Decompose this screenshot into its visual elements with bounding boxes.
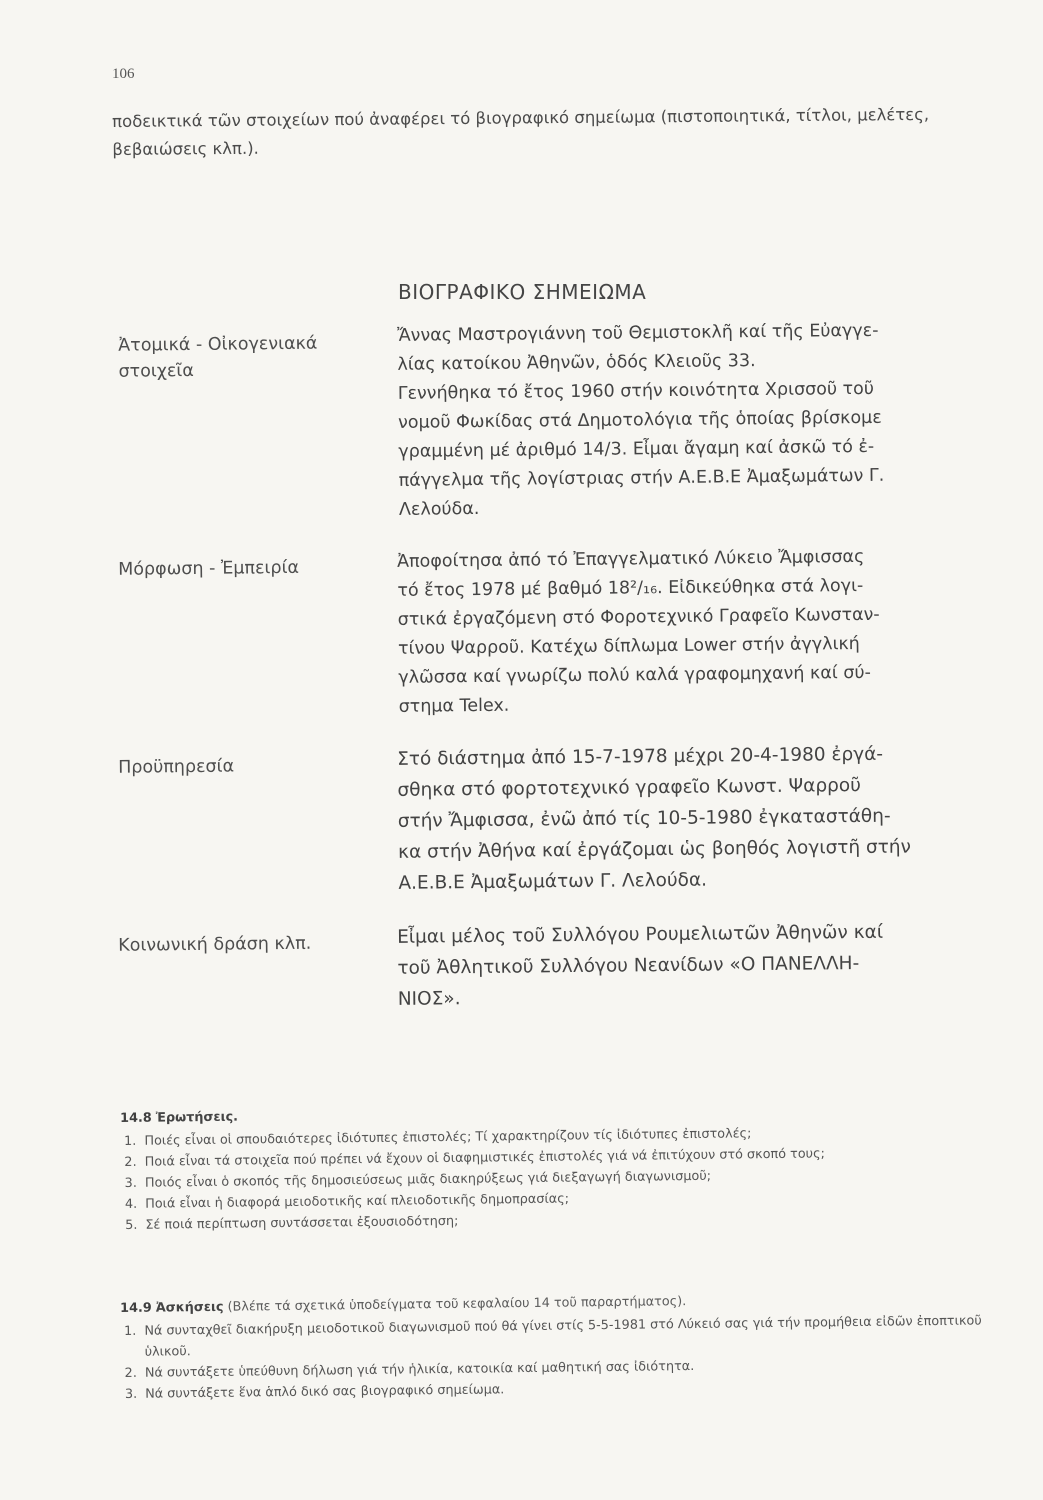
text-line: τοῦ Ἀθλητικοῦ Συλλόγου Νεανίδων «Ο ΠΑΝΕΛΛΗ- bbox=[397, 953, 860, 979]
questions-block bbox=[120, 1097, 991, 1236]
exercises-note: (Βλέπε τά σχετικά ὑποδείγματα τοῦ κεφαλαίου 14 τοῦ παραρτήματος). bbox=[227, 1294, 687, 1315]
text-line: νομοῦ Φωκίδας στά Δημοτολόγια τῆς ὁποίας βρίσκομε bbox=[397, 407, 882, 433]
questions-list bbox=[120, 1120, 991, 1236]
text-line: κα στήν Ἀθήνα καί ἐργάζομαι ὡς βοηθός λογιστῆ στήν bbox=[398, 836, 912, 863]
list-item: 3. Νά συντάξετε ἕνα ἁπλό δικό σας βιογραφικό σημείωμα. bbox=[141, 1373, 991, 1404]
text-line: σθηκα στό φορτοτεχνικό γραφεῖο Κωνστ. Ψαρροῦ bbox=[397, 774, 862, 801]
list-item: 4. Ποιά εἶναι ἡ διαφορά μειοδοτικῆς καί πλειοδοτικῆς δημοπρασίας; bbox=[141, 1183, 991, 1214]
list-item: 1. Ποιές εἶναι οἱ σπουδαιότερες ἰδιότυπες ἐπιστολές; Τί χαρακτηρίζουν τίς ἰδιότυπες ἐπιστολές; bbox=[140, 1120, 990, 1151]
exercises-number: 14.9 bbox=[120, 1300, 152, 1316]
section-label: Προϋπηρεσία bbox=[118, 756, 235, 778]
text-line: πάγγελμα τῆς λογίστριας στήν Α.Ε.Β.Ε Ἀμαξωμάτων Γ. bbox=[398, 465, 885, 491]
questions-number: 14.8 bbox=[120, 1110, 152, 1126]
text-line: τίνου Ψαρροῦ. Κατέχω δίπλωμα Lower στήν ἀγγλική bbox=[397, 634, 860, 659]
text-line: Ἀποφοίτησα ἀπό τό Ἐπαγγελματικό Λύκειο Ἄμφισσας bbox=[397, 546, 865, 572]
list-item: 1. Νά συνταχθεῖ διακήρυξη μειοδοτικοῦ διαγωνισμοῦ πού θά γίνει στίς 5-5-1981 στό Λύκειό σας γιά τήν προμήθεια εἰδῶν ἐποπτικοῦ ὑλικοῦ. bbox=[140, 1310, 990, 1362]
text-line: στικά ἐργαζόμενη στό Φοροτεχνικό Γραφεῖο Κωνσταν- bbox=[397, 604, 880, 630]
intro-paragraph: ποδεικτικά τῶν στοιχείων πού ἀναφέρει τό βιογραφικό σημείωμα (πιστοποιητικά, τίτλοι, μελέτες, βεβαιώσεις κλπ.). bbox=[112, 104, 930, 159]
cv-section-education bbox=[0, 541, 1043, 717]
text-line: Α.Ε.Β.Ε Ἀμαξωμάτων Γ. Λελούδα. bbox=[398, 869, 708, 894]
text-line: Στό διάστημα ἀπό 15-7-1978 μέχρι 20-4-1980 ἐργά- bbox=[397, 743, 884, 770]
cv-section-personal bbox=[0, 311, 1043, 520]
page-number: 106 bbox=[112, 66, 135, 82]
text-line: Λελούδα. bbox=[398, 498, 480, 520]
exercises-title: Ἀσκήσεις bbox=[155, 1299, 224, 1316]
text-line: γλῶσσα καί γνωρίζω πολύ καλά γραφομηχανή καί σύ- bbox=[398, 662, 871, 688]
section-text bbox=[397, 738, 979, 899]
list-item: 2. Νά συντάξετε ὑπεύθυνη δήλωση γιά τήν ἡλικία, κατοικία καί μαθητική σας ἰδιότητα. bbox=[141, 1352, 991, 1383]
list-item: 5. Σέ ποιά περίπτωση συντάσσεται ἐξουσιοδότηση; bbox=[141, 1204, 991, 1235]
section-text bbox=[397, 316, 979, 525]
text-line: γραμμένη μέ ἀριθμό 14/3. Εἶμαι ἄγαμη καί ἀσκῶ τό ἐ- bbox=[398, 436, 875, 462]
section-label: Μόρφωση - Ἐμπειρία bbox=[118, 557, 300, 580]
list-item: 2. Ποιά εἶναι τά στοιχεῖα πού πρέπει νά ἔχουν οἱ διαφημιστικές ἐπιστολές γιά νά ἐπιτύχουν στό σκοπό τους; bbox=[141, 1141, 991, 1172]
text-line: στημα Telex. bbox=[398, 695, 510, 717]
section-text bbox=[397, 542, 979, 722]
section-text bbox=[397, 916, 978, 1015]
text-line: λίας κατοίκου Ἀθηνῶν, ὁδός Κλειοῦς 33. bbox=[397, 351, 756, 375]
text-line: Γεννήθηκα τό ἔτος 1960 στήν κοινότητα Χρισσοῦ τοῦ bbox=[397, 378, 875, 404]
cv-title: ΒΙΟΓΡΑΦΙΚΟ ΣΗΜΕΙΩΜΑ bbox=[398, 280, 647, 304]
text-line: Ἄννας Μαστρογιάννη τοῦ Θεμιστοκλῆ καί τῆς Εὐαγγε- bbox=[397, 320, 879, 346]
list-item: 3. Ποιός εἶναι ὁ σκοπός τῆς δημοσιεύσεως μιᾶς διακηρύξεως γιά διεξαγωγή διαγωνισμοῦ; bbox=[141, 1162, 991, 1193]
section-label: Κοινωνική δράση κλπ. bbox=[118, 933, 312, 956]
text-line: στήν Ἄμφισσα, ἐνῶ ἀπό τίς 10-5-1980 ἐγκαταστάθη- bbox=[397, 805, 891, 832]
exercises-list bbox=[120, 1310, 991, 1405]
text-line: τό ἔτος 1978 μέ βαθμό 18²/₁₆. Εἰδικεύθηκα στά λογι- bbox=[397, 575, 864, 601]
text-line: Εἶμαι μέλος τοῦ Συλλόγου Ρουμελιωτῶν Ἀθηνῶν καί bbox=[397, 921, 884, 948]
cv-section-social bbox=[0, 915, 1043, 1010]
text-line: ΝΙΟΣ». bbox=[397, 988, 461, 1010]
section-label: Ἀτομικά - Οἰκογενιακά στοιχεῖα bbox=[118, 333, 318, 382]
exercises-block bbox=[120, 1287, 991, 1405]
cv-section-experience bbox=[0, 737, 1043, 894]
questions-title: Ἐρωτήσεις. bbox=[155, 1109, 239, 1126]
